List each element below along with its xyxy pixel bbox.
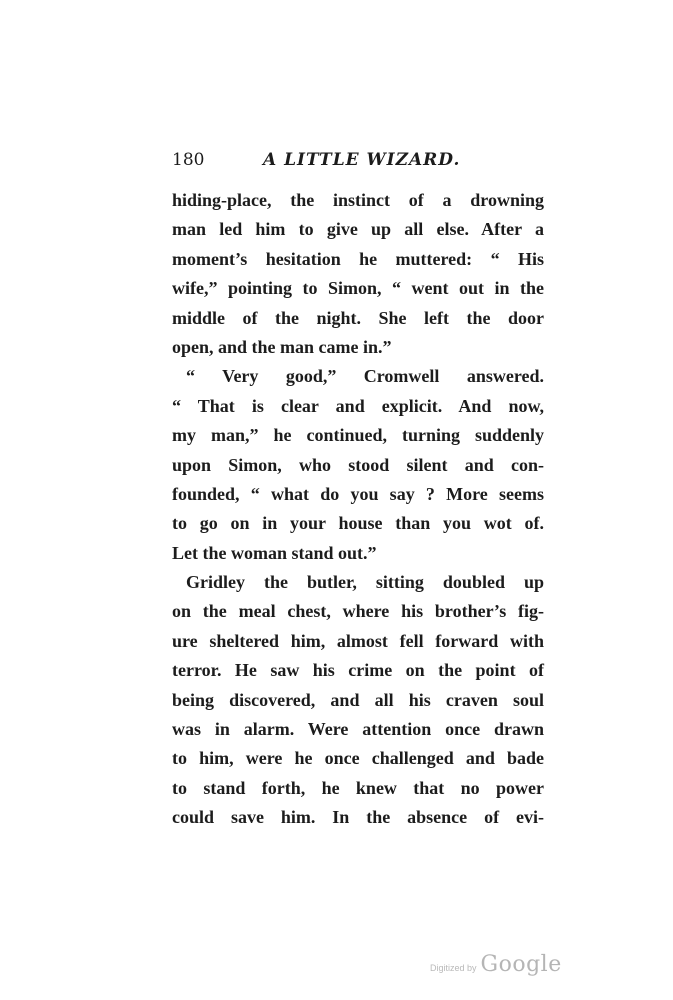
watermark-prefix: Digitized by (430, 963, 477, 973)
text-line: middle of the night. She left the door (172, 307, 544, 328)
text-line: hiding-place, the instinct of a drowning (172, 190, 544, 210)
text-line: moment’s hesitation he muttered: “ His (172, 248, 544, 269)
text-line: ure sheltered him, almost fell forward with (172, 630, 544, 651)
text-line: “ That is clear and explicit. And now, (172, 395, 544, 416)
page-number: 180 (172, 150, 205, 170)
text-line: Let the woman stand out.” (172, 542, 377, 563)
text-line: “ Very good,” Cromwell answered. (186, 366, 544, 387)
digitized-watermark (430, 952, 562, 982)
text-line: man led him to give up all else. After a (172, 219, 544, 240)
text-line: on the meal chest, where his brother’s fig- (172, 601, 544, 622)
google-logo: Google (480, 952, 562, 977)
running-title: A LITTLE WIZARD. (263, 150, 461, 170)
text-line: upon Simon, who stood silent and con- (172, 454, 544, 475)
body-text (172, 186, 544, 833)
text-line: Gridley the butler, sitting doubled up (186, 572, 544, 593)
text-line: wife,” pointing to Simon, “ went out in the (172, 278, 544, 299)
page-header (172, 150, 544, 172)
text-line: founded, “ what do you say ? More seems (172, 483, 544, 504)
text-line: terror. He saw his crime on the point of (172, 660, 544, 681)
text-line: was in alarm. Were attention once drawn (172, 719, 544, 740)
text-line: being discovered, and all his craven soul (172, 689, 544, 710)
text-line: could save him. In the absence of evi- (172, 807, 544, 828)
text-line: to go on in your house than you wot of. (172, 513, 544, 534)
text-line: to him, were he once challenged and bade (172, 748, 544, 769)
text-line: open, and the man came in.” (172, 336, 392, 357)
text-line: my man,” he continued, turning suddenly (172, 425, 544, 446)
text-line: to stand forth, he knew that no power (172, 777, 544, 798)
